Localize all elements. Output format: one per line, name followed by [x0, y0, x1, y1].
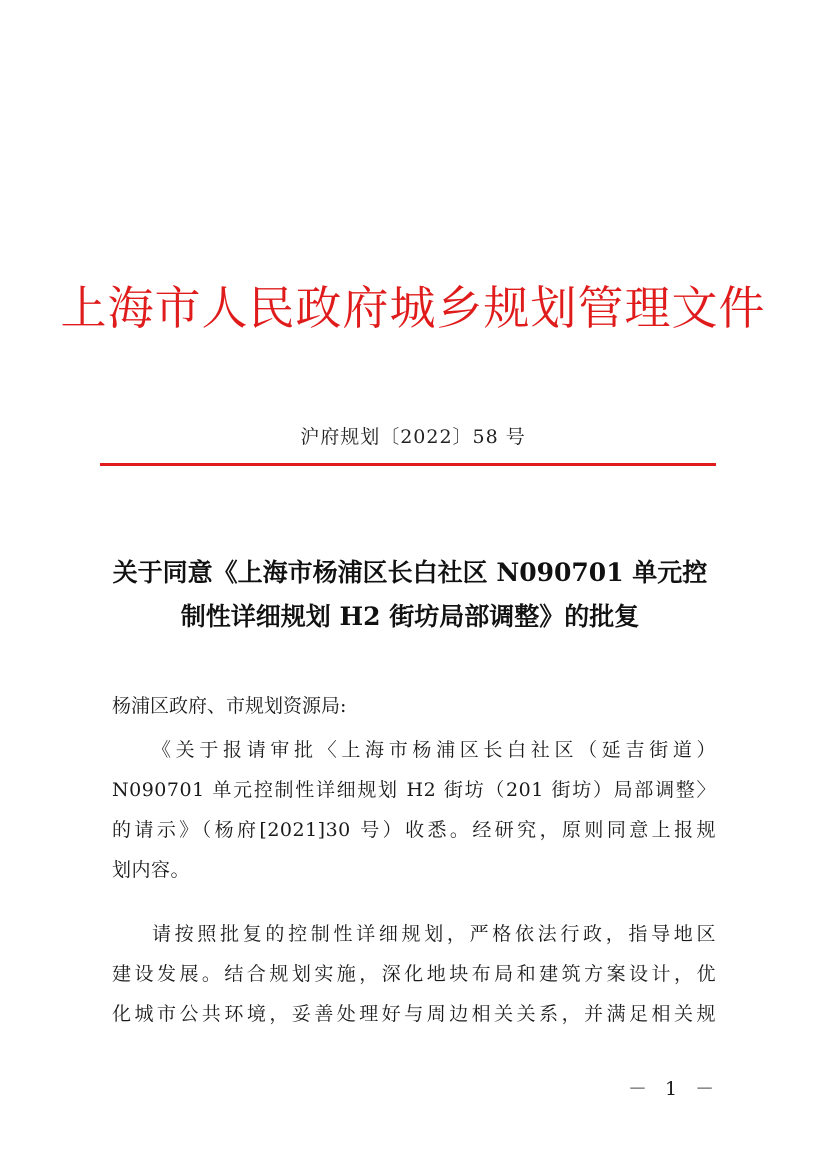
paragraph-line: 划内容。 [112, 859, 191, 881]
paragraph-line: 《关于报请审批〈上海市杨浦区长白社区（延吉街道） [152, 739, 716, 761]
paragraph-line: N090701 单元控制性详细规划 H2 街坊（201 街坊）局部调整〉 [112, 779, 716, 801]
salutation: 杨浦区政府、市规划资源局: [112, 695, 347, 717]
paragraph-line: 建设发展。结合规划实施，深化地块布局和建筑方案设计，优 [112, 963, 716, 985]
body-paragraph [112, 730, 716, 890]
page-number: － 1 － [628, 1078, 721, 1100]
red-divider-line [100, 463, 716, 466]
document-number: 沪府规划〔2022〕58 号 [300, 426, 526, 448]
paragraph-line: 的请示》（杨府[2021]30 号）收悉。经研究，原则同意上报规 [112, 819, 716, 841]
body-paragraph [112, 914, 716, 1034]
paragraph-line: 请按照批复的控制性详细规划，严格依法行政，指导地区 [152, 923, 716, 945]
document-header-title: 上海市人民政府城乡规划管理文件 [60, 281, 766, 335]
subject-line: 关于同意《上海市杨浦区长白社区 N090701 单元控 [112, 558, 708, 587]
paragraph-line: 化城市公共环境，妥善处理好与周边相关关系，并满足相关规 [112, 1003, 716, 1025]
subject-line: 制性详细规划 H2 街坊局部调整》的批复 [180, 602, 640, 631]
document-subject [100, 551, 720, 639]
